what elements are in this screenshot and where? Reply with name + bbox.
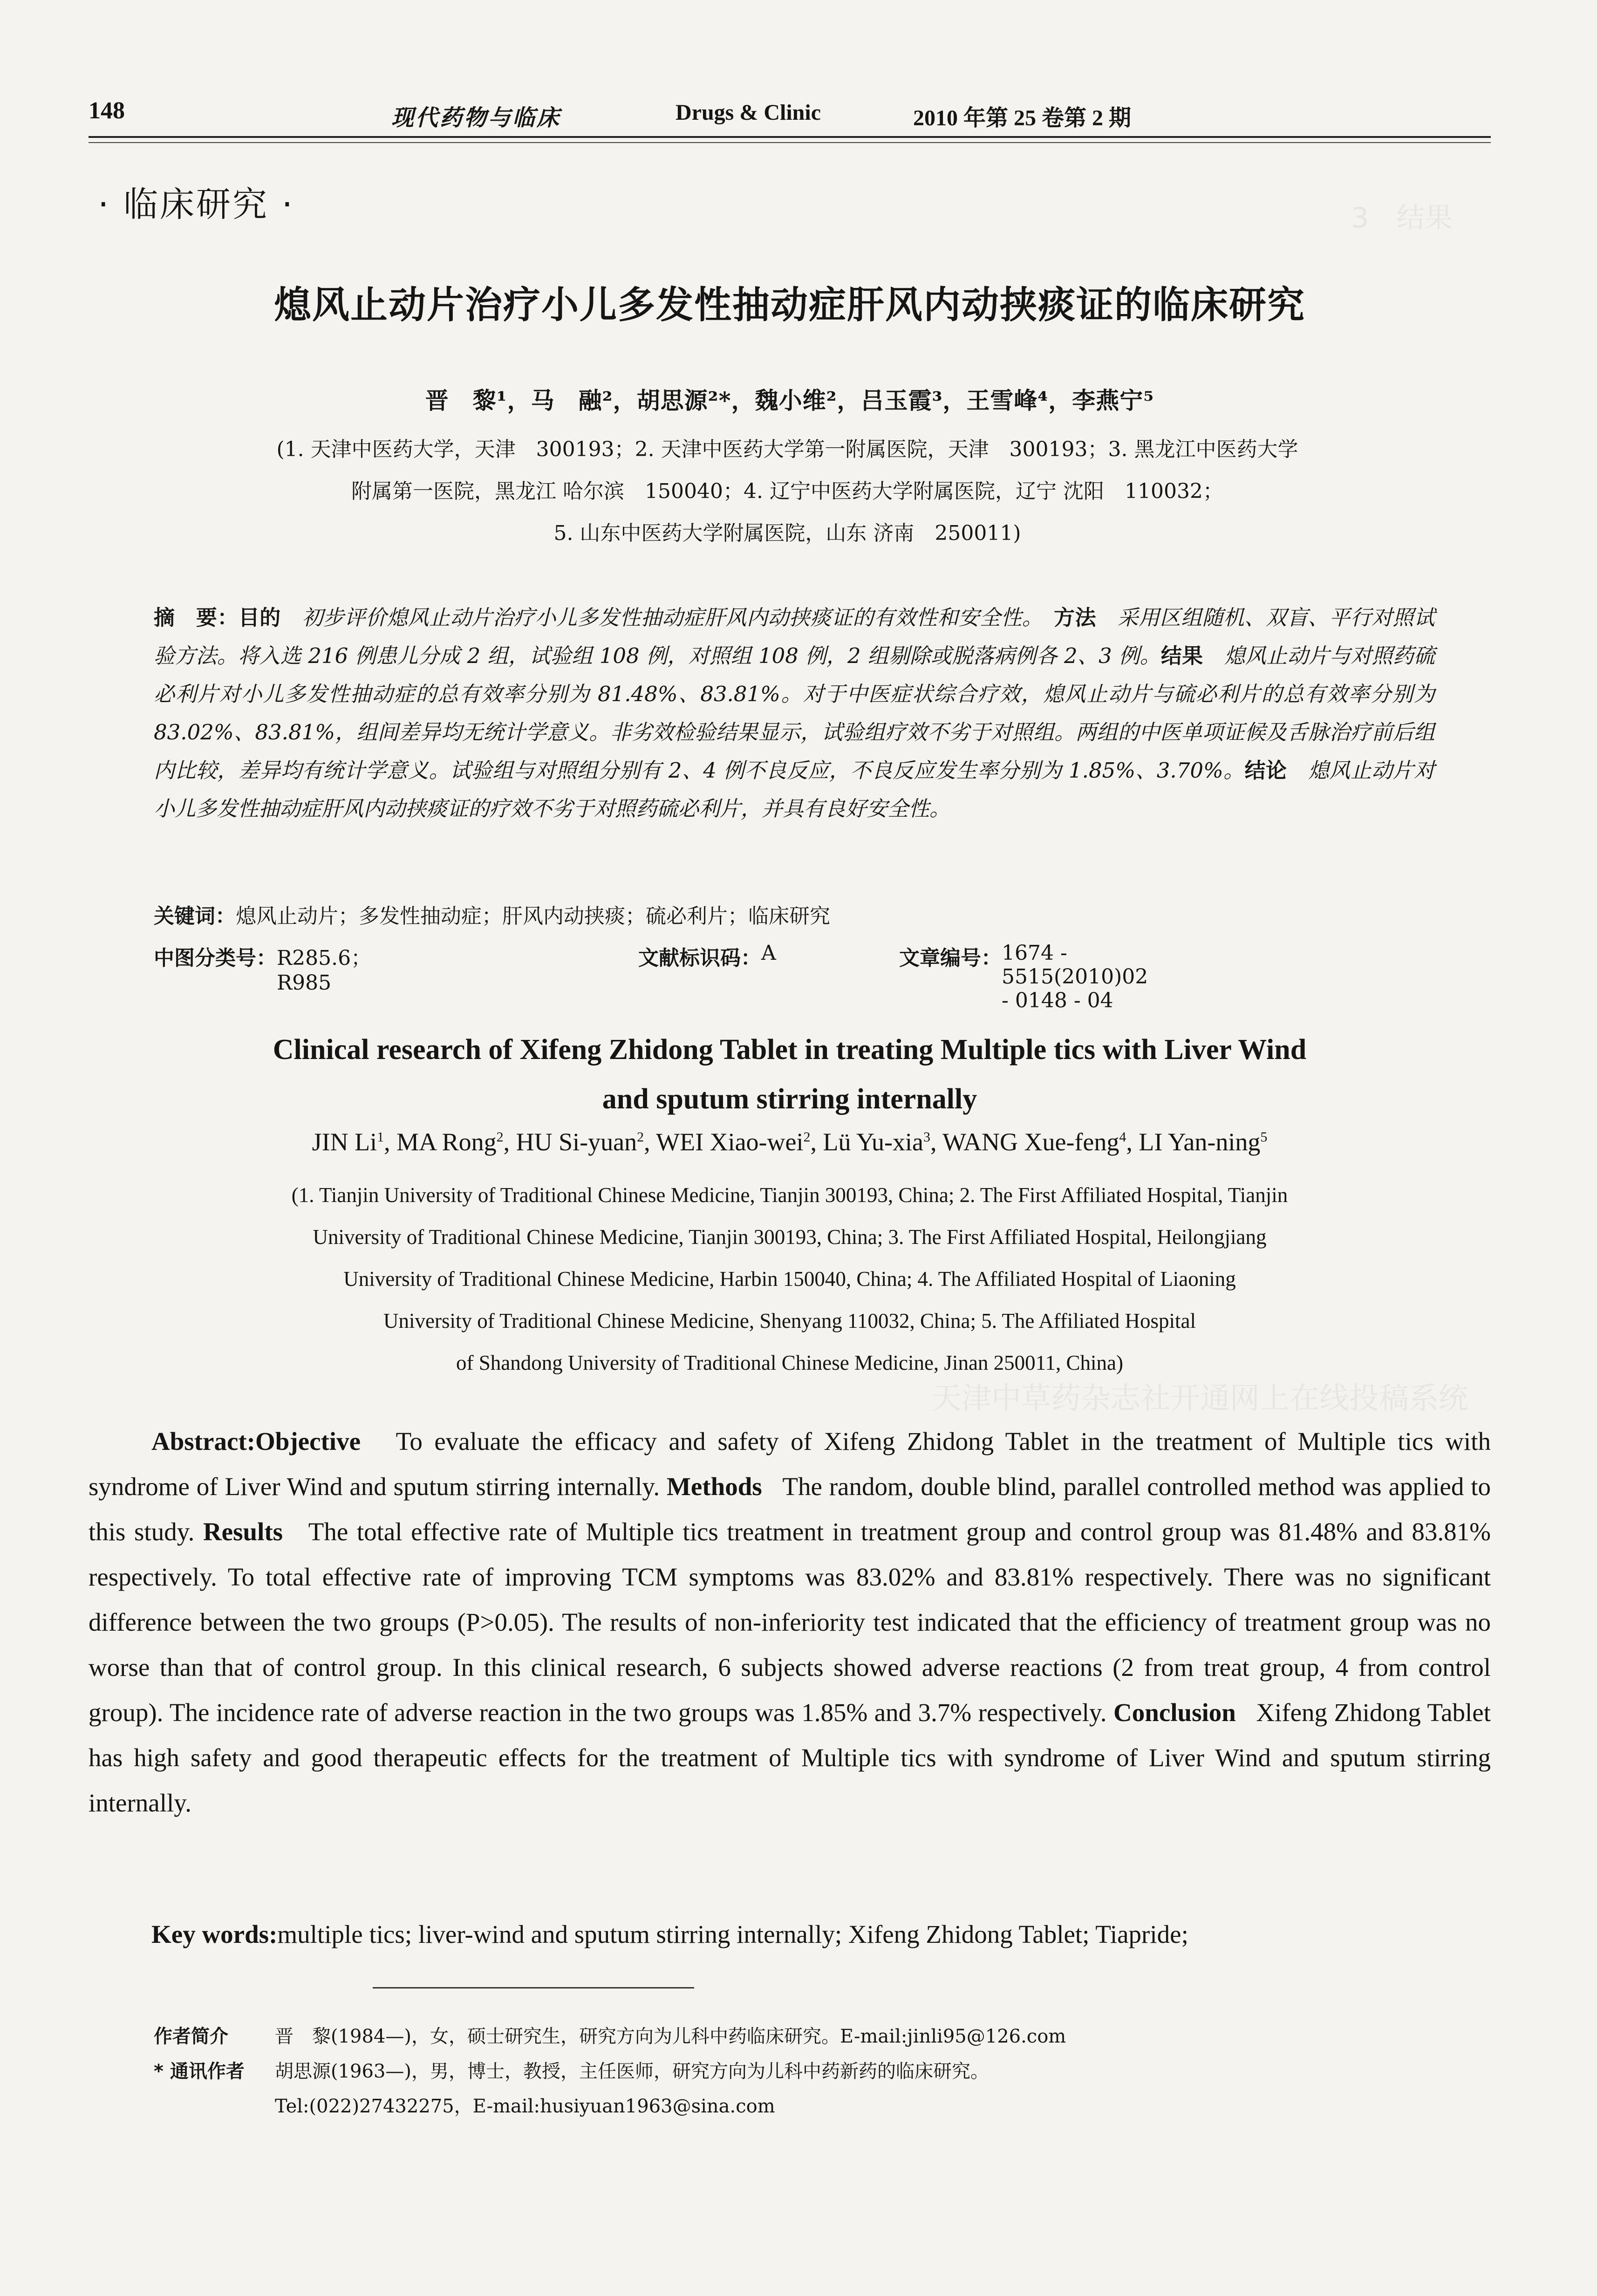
results-en-label: Results [203,1517,283,1546]
abstract-label: 摘 要： [154,605,239,630]
footnote-corresponding-label: * 通讯作者 [154,2061,245,2082]
methods-en-label: Methods [666,1472,762,1501]
objective-text: 初步评价熄风止动片治疗小儿多发性抽动症肝风内动挟痰证的有效性和安全性。 [302,605,1033,630]
affiliation-en-line: University of Traditional Chinese Medicine, Tianjin 300193, China; 3. The First Affiliated Hospital, Heilongjiang [313,1225,1267,1249]
doc-value: A [761,941,776,965]
authors-cn: 晋 黎¹，马 融²，胡思源²*，魏小维²，吕玉霞³，王雪峰⁴，李燕宁⁵ [425,387,1154,414]
keywords-cn [154,899,1435,929]
article-value: 1674 - 5515(2010)02 - 0148 - 04 [1002,941,1148,1012]
section-label: · 临床研究 · [98,184,295,225]
affiliation-en-line: University of Traditional Chinese Medicine, Shenyang 110032, China; 5. The Affiliated Hospital [383,1309,1196,1332]
footnote-corresponding-text: 胡思源(1963—)，男，博士，教授，主任医师，研究方向为儿科中药新药的临床研究。 [275,2061,990,2082]
journal-name-en: Drugs & Clinic [676,100,821,125]
article-number [899,941,1148,1012]
header-rule [89,136,1491,138]
clc-value: R285.6；R985 [277,946,372,995]
footnote-author-label: 作者简介 [154,2026,228,2047]
conclusion-label: 结论 [1244,758,1287,783]
article-title-cn: 熄风止动片治疗小儿多发性抽动症肝风内动挟痰证的临床研究 [274,283,1305,327]
affiliation-en-line: of Shandong University of Traditional Chinese Medicine, Jinan 250011, China) [456,1351,1123,1374]
article-label: 文章编号： [899,946,1002,970]
affiliation-line: 5. 山东中医药大学附属医院，山东 济南 250011) [553,521,1021,545]
abstract-en [89,1419,1491,1825]
methods-text: 采用区组随机、双盲、平行对照试验方法。将入选 216 例患儿分成 2 组，试验组 108 例，对照组 108 例，2 组剔除或脱落病例各 2、3 例。 [154,605,1435,668]
author-en: LI Yan-ning$^5$ [1139,1128,1268,1156]
keywords-en [89,1920,1491,1949]
running-header [89,93,1491,130]
footnote-rule [373,1987,694,1988]
clc-number [154,941,372,995]
results-en-text: The total effective rate of Multiple tics treatment in treatment group and control group was 81.48% and 83.81% respectively. To total effective rate of improving TCM symptoms was 83.02% and 83.81% respectively. There was no significant difference between the two groups (P>0.05). The results of non-inferiority test indicated that the efficiency of treatment group was no worse than that of control group. In this clinical research, 6 subjects showed adverse reactions (2 from treat group, 4 from control group). The incidence rate of adverse reaction in the two groups was 1.85% and 3.7% respectively. [89,1517,1491,1727]
footnote-contact: Tel:(022)27432275，E-mail:husiyuan1963@sina.com [275,2096,775,2117]
affiliations-en [107,1174,1472,1384]
authors-en: JIN Li$^1$, MA Rong$^2$, HU Si-yuan$^2$, WEI Xiao-wei$^2$, Lü Yu-xia$^3$, WANG Xue-feng$^4$, LI Yan-ning$^5$ [312,1128,1268,1156]
methods-label: 方法 [1054,605,1097,630]
journal-name-cn: 现代药物与临床 [391,106,561,130]
doc-label: 文献标识码： [638,946,761,970]
affiliations-cn [154,429,1421,554]
conclusion-en-label: Conclusion [1113,1698,1236,1727]
footnote-corresponding [154,2055,1491,2088]
author-en: Lü Yu-xia$^3$ [823,1128,930,1156]
objective-en-label: Objective [255,1427,361,1456]
abstract-cn [154,599,1435,828]
objective-en-text: To evaluate the efficacy and safety of Xifeng Zhidong Tablet in the treatment of Multiple tics with syndrome of Liver Wind and sputum stirring internally. [89,1427,1491,1501]
author-en: HU Si-yuan$^2$ [516,1128,644,1156]
bleed-through-texture: 天津中草药杂志社开通网上在线投稿系统 [932,1381,1468,1416]
footnote-author-text: 晋 黎(1984—)，女，硕士研究生，研究方向为儿科中药临床研究。E-mail:jinli95@126.com [275,2026,1066,2047]
author-en: WEI Xiao-wei$^2$ [656,1128,811,1156]
methods-en-text: The random, double blind, parallel controlled method was applied to this study. [89,1472,1491,1546]
author-en: WANG Xue-feng$^4$ [942,1128,1126,1156]
title-en-line: and sputum stirring internally [602,1083,977,1115]
page-number: 148 [89,97,125,124]
keywords-label: 关键词： [154,904,236,928]
conclusion-en-text: Xifeng Zhidong Tablet has high safety and good therapeutic effects for the treatment of Multiple tics with syndrome of Liver Wind and sputum stirring internally. [89,1698,1491,1817]
document-code [638,941,776,971]
article-title-en [89,1025,1491,1124]
affiliation-line: 附属第一医院，黑龙江 哈尔滨 150040；4. 辽宁中医药大学附属医院，辽宁 沈阳 110032； [351,479,1223,503]
keywords-en-label: Key words: [151,1920,278,1948]
abstract-en-label: Abstract: [151,1427,255,1456]
affiliation-en-line: University of Traditional Chinese Medicine, Harbin 150040, China; 4. The Affiliated Hospital of Liaoning [343,1267,1236,1291]
results-label: 结果 [1160,643,1203,668]
title-en-line: Clinical research of Xifeng Zhidong Tablet in treating Multiple tics with Liver Wind [273,1034,1307,1066]
results-text: 熄风止动片与对照药硫必利片对小儿多发性抽动症的总有效率分别为 81.48%、83.81%。对于中医症状综合疗效，熄风止动片与硫必利片的总有效率分别为 83.02%、83.81%，组间差异均无统计学意义。非劣效检验结果显示，试验组疗效不劣于对照组。两组的中医单项证候及舌脉治疗前后组内比较，差异均有统计学意义。试验组与对照组分别有 2、4 例不良反应，不良反应发生率分别为 1.85%、3.70%。 [154,643,1435,783]
issue-info: 2010 年第 25 卷第 2 期 [913,106,1132,130]
clc-label: 中图分类号： [154,946,277,970]
footnote-author [154,2020,1491,2053]
keywords-en-text: multiple tics; liver-wind and sputum stirring internally; Xifeng Zhidong Tablet; Tiapride; [277,1920,1188,1948]
conclusion-text: 熄风止动片对小儿多发性抽动症肝风内动挟痰证的疗效不劣于对照药硫必利片，并具有良好安全性。 [154,758,1435,821]
objective-label: 目的 [238,605,281,630]
affiliation-line: (1. 天津中医药大学，天津 300193；2. 天津中医药大学第一附属医院，天津 300193；3. 黑龙江中医药大学 [276,437,1298,461]
bleed-through-texture: 3 结果 [1351,202,1453,234]
affiliation-en-line: (1. Tianjin University of Traditional Chinese Medicine, Tianjin 300193, China; 2. The First Affiliated Hospital, Tianjin [291,1183,1288,1207]
author-en: JIN Li$^1$ [312,1128,384,1156]
author-en: MA Rong$^2$ [396,1128,504,1156]
keywords-text: 熄风止动片；多发性抽动症；肝风内动挟痰；硫必利片；临床研究 [236,904,830,928]
header-rule-thin [89,142,1491,143]
